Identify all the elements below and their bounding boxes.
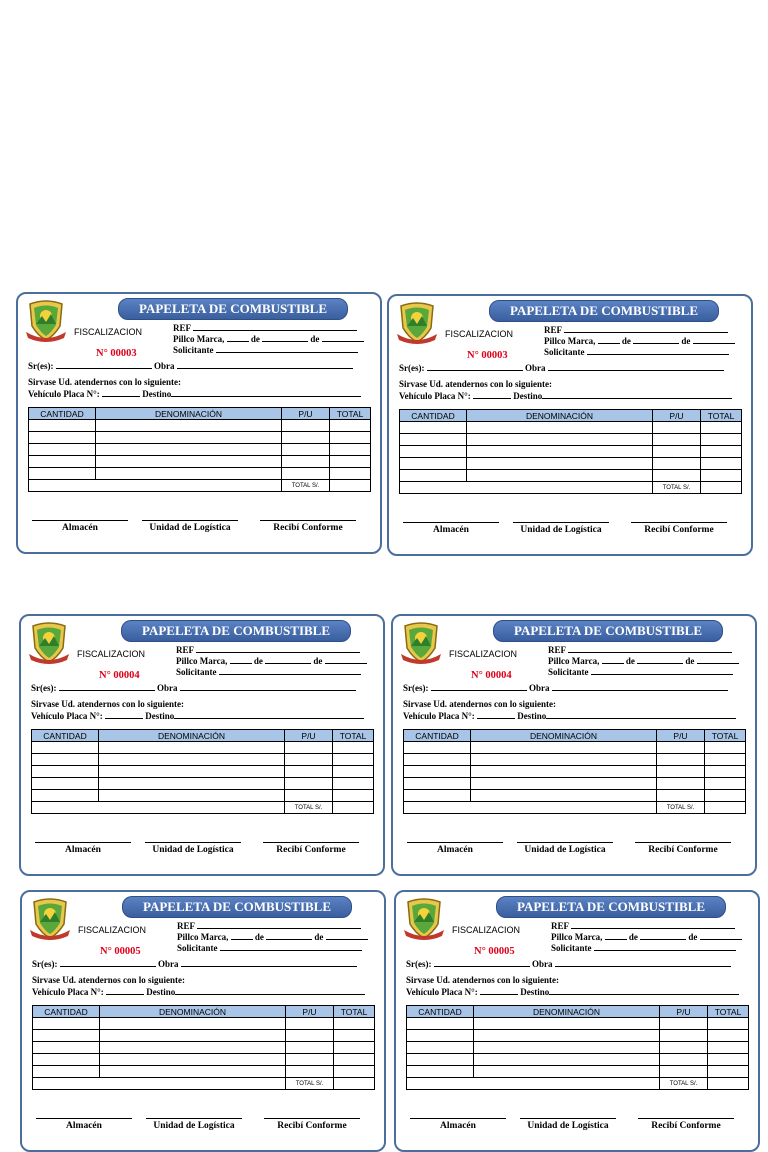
table-row: [33, 1042, 375, 1054]
fuel-slip-card: [394, 890, 760, 1152]
sirvase-line: Sirvase Ud. atendernos con lo siguiente:: [403, 699, 556, 709]
col-pu: P/U: [653, 410, 701, 422]
col-pu: P/U: [282, 408, 330, 420]
items-table: [399, 409, 742, 494]
sres-obra-line: Sr(es): Obra: [403, 682, 728, 693]
slip-number: N° 00003: [467, 350, 508, 361]
table-row: [400, 422, 742, 434]
date-line: Pillco Marca, de de: [177, 931, 368, 942]
date-line: Pillco Marca, de de: [173, 333, 364, 344]
items-table: [406, 1005, 749, 1090]
sres-obra-line: Sr(es): Obra: [406, 958, 731, 969]
fiscalizacion-label: FISCALIZACION: [78, 925, 147, 935]
slip-number: N° 00004: [471, 670, 512, 681]
col-cantidad: CANTIDAD: [33, 1006, 100, 1018]
table-row: [400, 446, 742, 458]
ref-line: REF: [177, 920, 361, 931]
total-row: [404, 802, 746, 814]
municipal-crest-icon: [24, 298, 68, 342]
signature-almacen: Almacén: [410, 1118, 506, 1131]
signature-recibi: Recibí Conforme: [260, 520, 356, 533]
municipal-crest-icon: [27, 620, 71, 664]
signature-almacen: Almacén: [403, 522, 499, 535]
date-line: Pillco Marca, de de: [548, 655, 739, 666]
signature-recibi: Recibí Conforme: [264, 1118, 360, 1131]
col-total: TOTAL: [705, 730, 746, 742]
table-row: [400, 458, 742, 470]
table-row: [404, 790, 746, 802]
table-row: [400, 434, 742, 446]
solicitante-line: Solicitante: [173, 344, 358, 355]
fuel-slip-card: [387, 294, 753, 556]
table-row: [407, 1042, 749, 1054]
fiscalizacion-label: FISCALIZACION: [452, 925, 521, 935]
col-total: TOTAL: [330, 408, 371, 420]
col-cantidad: CANTIDAD: [32, 730, 99, 742]
table-row: [29, 444, 371, 456]
sirvase-line: Sirvase Ud. atendernos con lo siguiente:: [32, 975, 185, 985]
total-row: [400, 482, 742, 494]
table-row: [404, 778, 746, 790]
form-title: PAPELETA DE COMBUSTIBLE: [493, 620, 723, 642]
sirvase-line: Sirvase Ud. atendernos con lo siguiente:: [31, 699, 184, 709]
col-cantidad: CANTIDAD: [407, 1006, 474, 1018]
signature-logistica: Unidad de Logística: [146, 1118, 242, 1131]
table-row: [33, 1054, 375, 1066]
total-row: [33, 1078, 375, 1090]
total-label: TOTAL S/.: [660, 1078, 708, 1090]
total-label: TOTAL S/.: [657, 802, 705, 814]
table-row: [400, 470, 742, 482]
table-row: [404, 742, 746, 754]
col-cantidad: CANTIDAD: [404, 730, 471, 742]
sres-obra-line: Sr(es): Obra: [32, 958, 357, 969]
table-row: [404, 754, 746, 766]
col-denominacion: DENOMINACIÓN: [99, 730, 285, 742]
items-table: [403, 729, 746, 814]
fiscalizacion-label: FISCALIZACION: [445, 329, 514, 339]
signature-logistica: Unidad de Logística: [142, 520, 238, 533]
form-title: PAPELETA DE COMBUSTIBLE: [489, 300, 719, 322]
fiscalizacion-label: FISCALIZACION: [449, 649, 518, 659]
table-row: [32, 778, 374, 790]
placa-destino-line: Vehículo Placa N°: Destino: [403, 710, 736, 721]
col-denominacion: DENOMINACIÓN: [474, 1006, 660, 1018]
table-row: [32, 766, 374, 778]
table-row: [33, 1066, 375, 1078]
table-row: [29, 432, 371, 444]
slip-number: N° 00004: [99, 670, 140, 681]
solicitante-line: Solicitante: [177, 942, 362, 953]
date-line: Pillco Marca, de de: [544, 335, 735, 346]
col-cantidad: CANTIDAD: [400, 410, 467, 422]
form-title: PAPELETA DE COMBUSTIBLE: [122, 896, 352, 918]
fuel-slip-card: [19, 614, 385, 876]
col-total: TOTAL: [701, 410, 742, 422]
municipal-crest-icon: [395, 300, 439, 344]
municipal-crest-icon: [399, 620, 443, 664]
placa-destino-line: Vehículo Placa N°: Destino: [32, 986, 365, 997]
ref-line: REF: [548, 644, 732, 655]
signature-almacen: Almacén: [32, 520, 128, 533]
slip-number: N° 00003: [96, 348, 137, 359]
table-row: [407, 1054, 749, 1066]
table-row: [32, 754, 374, 766]
signature-almacen: Almacén: [407, 842, 503, 855]
form-title: PAPELETA DE COMBUSTIBLE: [121, 620, 351, 642]
table-row: [33, 1030, 375, 1042]
table-row: [32, 790, 374, 802]
signature-logistica: Unidad de Logística: [513, 522, 609, 535]
col-pu: P/U: [657, 730, 705, 742]
form-title: PAPELETA DE COMBUSTIBLE: [118, 298, 348, 320]
sirvase-line: Sirvase Ud. atendernos con lo siguiente:: [399, 379, 552, 389]
table-row: [32, 742, 374, 754]
solicitante-line: Solicitante: [551, 942, 736, 953]
sres-obra-line: Sr(es): Obra: [28, 360, 353, 371]
total-label: TOTAL S/.: [653, 482, 701, 494]
total-label: TOTAL S/.: [285, 802, 333, 814]
fiscalizacion-label: FISCALIZACION: [74, 327, 143, 337]
ref-line: REF: [551, 920, 735, 931]
date-line: Pillco Marca, de de: [551, 931, 742, 942]
placa-destino-line: Vehículo Placa N°: Destino: [406, 986, 739, 997]
items-table: [31, 729, 374, 814]
sirvase-line: Sirvase Ud. atendernos con lo siguiente:: [28, 377, 181, 387]
table-row: [404, 766, 746, 778]
col-total: TOTAL: [334, 1006, 375, 1018]
col-denominacion: DENOMINACIÓN: [471, 730, 657, 742]
solicitante-line: Solicitante: [548, 666, 733, 677]
table-row: [407, 1066, 749, 1078]
signature-logistica: Unidad de Logística: [520, 1118, 616, 1131]
ref-line: REF: [544, 324, 728, 335]
col-total: TOTAL: [333, 730, 374, 742]
signature-recibi: Recibí Conforme: [631, 522, 727, 535]
signature-recibi: Recibí Conforme: [263, 842, 359, 855]
fuel-slip-card: [391, 614, 757, 876]
signature-logistica: Unidad de Logística: [145, 842, 241, 855]
table-row: [407, 1030, 749, 1042]
slip-number: N° 00005: [100, 946, 141, 957]
solicitante-line: Solicitante: [544, 346, 729, 357]
ref-line: REF: [173, 322, 357, 333]
table-row: [29, 456, 371, 468]
items-table: [28, 407, 371, 492]
col-pu: P/U: [285, 730, 333, 742]
signature-recibi: Recibí Conforme: [635, 842, 731, 855]
placa-destino-line: Vehículo Placa N°: Destino: [31, 710, 364, 721]
col-denominacion: DENOMINACIÓN: [96, 408, 282, 420]
ref-line: REF: [176, 644, 360, 655]
col-denominacion: DENOMINACIÓN: [100, 1006, 286, 1018]
total-row: [32, 802, 374, 814]
fuel-slip-card: [16, 292, 382, 554]
col-pu: P/U: [286, 1006, 334, 1018]
table-row: [29, 420, 371, 432]
total-row: [29, 480, 371, 492]
solicitante-line: Solicitante: [176, 666, 361, 677]
form-title: PAPELETA DE COMBUSTIBLE: [496, 896, 726, 918]
signature-almacen: Almacén: [36, 1118, 132, 1131]
municipal-crest-icon: [28, 896, 72, 940]
slip-number: N° 00005: [474, 946, 515, 957]
sirvase-line: Sirvase Ud. atendernos con lo siguiente:: [406, 975, 559, 985]
placa-destino-line: Vehículo Placa N°: Destino: [399, 390, 732, 401]
municipal-crest-icon: [402, 896, 446, 940]
col-total: TOTAL: [708, 1006, 749, 1018]
date-line: Pillco Marca, de de: [176, 655, 367, 666]
col-denominacion: DENOMINACIÓN: [467, 410, 653, 422]
fuel-slip-card: [20, 890, 386, 1152]
col-cantidad: CANTIDAD: [29, 408, 96, 420]
fiscalizacion-label: FISCALIZACION: [77, 649, 146, 659]
total-label: TOTAL S/.: [282, 480, 330, 492]
total-row: [407, 1078, 749, 1090]
col-pu: P/U: [660, 1006, 708, 1018]
sres-obra-line: Sr(es): Obra: [31, 682, 356, 693]
total-label: TOTAL S/.: [286, 1078, 334, 1090]
items-table: [32, 1005, 375, 1090]
signature-recibi: Recibí Conforme: [638, 1118, 734, 1131]
sres-obra-line: Sr(es): Obra: [399, 362, 724, 373]
signature-almacen: Almacén: [35, 842, 131, 855]
placa-destino-line: Vehículo Placa N°: Destino: [28, 388, 361, 399]
signature-logistica: Unidad de Logística: [517, 842, 613, 855]
table-row: [29, 468, 371, 480]
